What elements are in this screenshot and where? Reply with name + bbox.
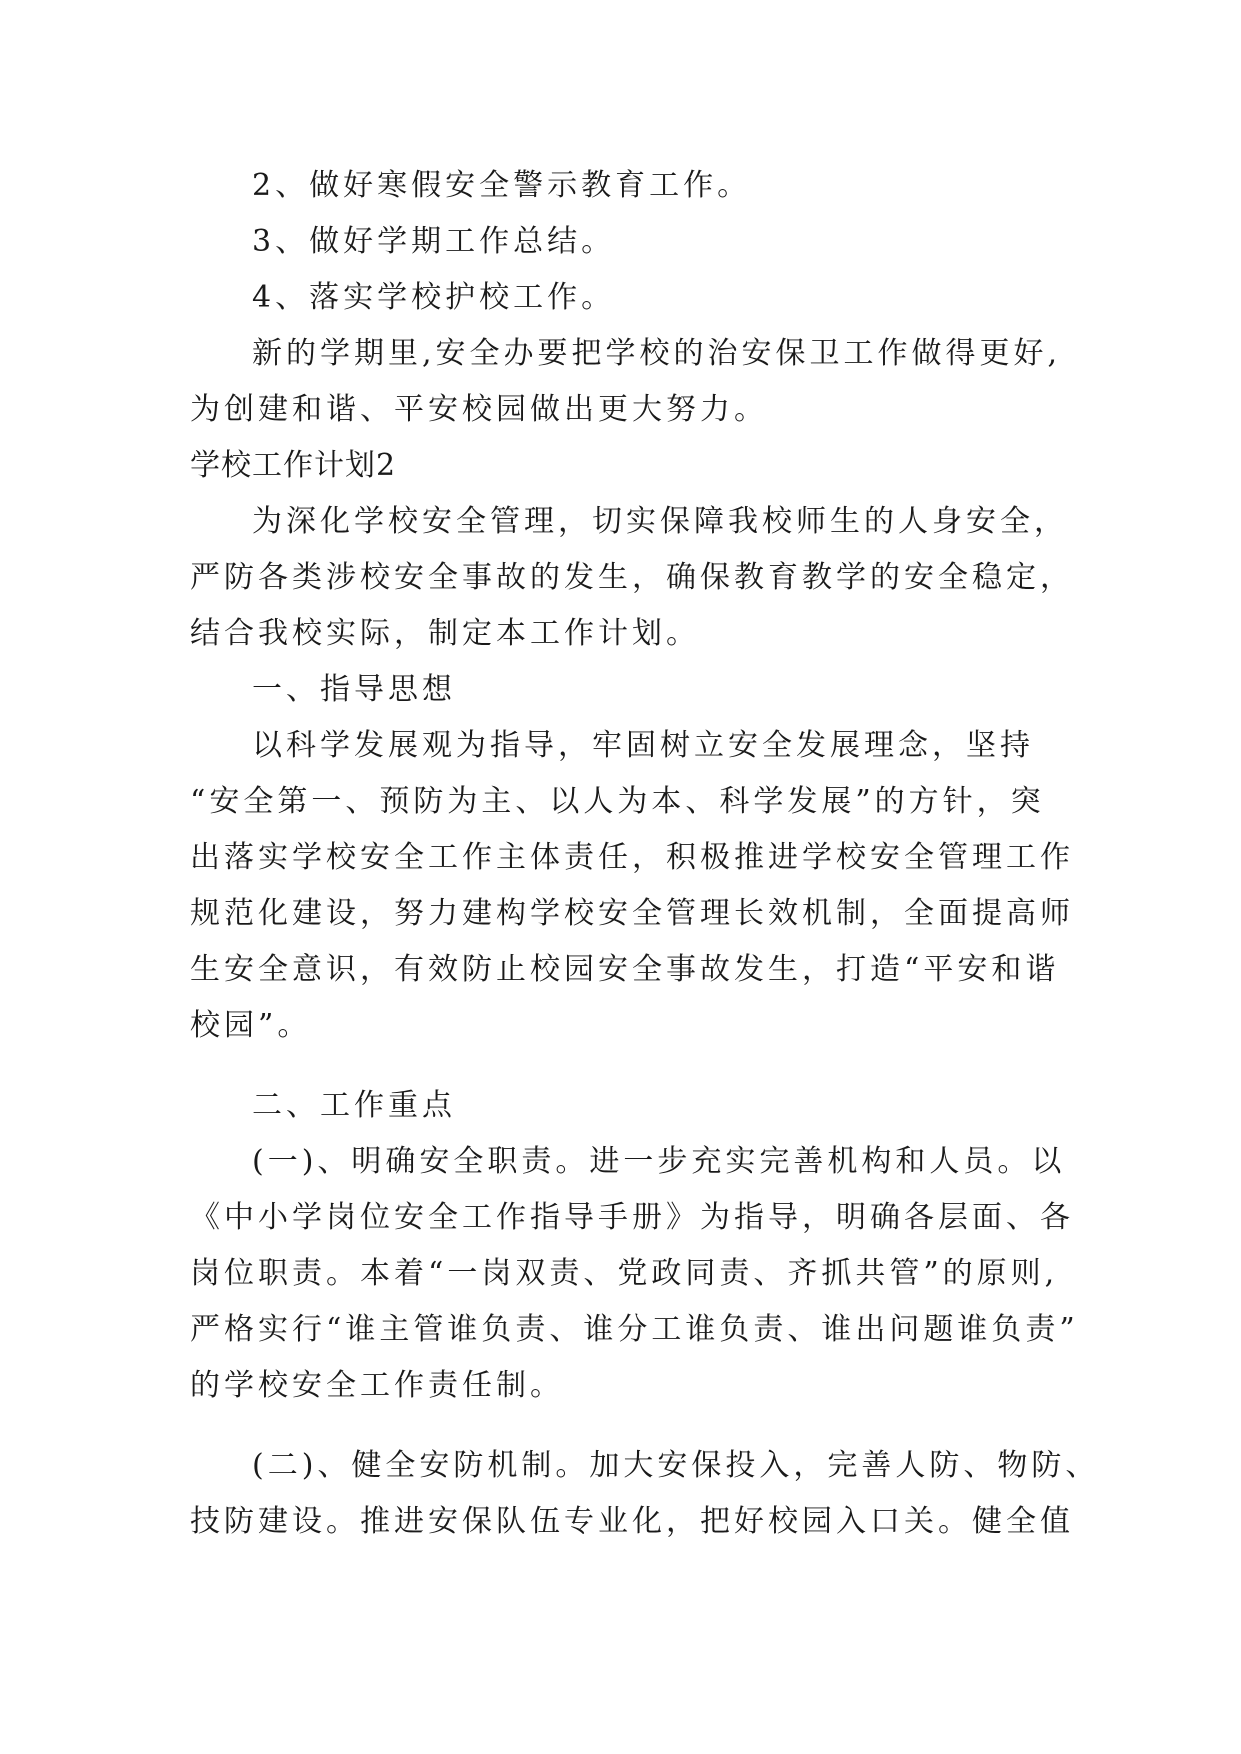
paragraph-line: 新的学期里,安全办要把学校的治安保卫工作做得更好, [252, 336, 1062, 371]
paragraph-line: 校园”。 [190, 1008, 312, 1043]
list-item-4: 4、落实学校护校工作。 [252, 280, 616, 315]
paragraph-line: (二)、健全安防机制。加大安保投入，完善人防、物防、 [252, 1448, 1100, 1483]
list-item-2: 2、做好寒假安全警示教育工作。 [252, 168, 752, 203]
paragraph-line: 为深化学校安全管理，切实保障我校师生的人身安全， [252, 504, 1068, 539]
paragraph-line: 生安全意识，有效防止校园安全事故发生，打造“平安和谐 [190, 952, 1060, 987]
paragraph-line: 为创建和谐、平安校园做出更大努力。 [190, 392, 768, 427]
paragraph-line: 《中小学岗位安全工作指导手册》为指导，明确各层面、各 [190, 1200, 1074, 1235]
paragraph-line: 岗位职责。本着“一岗双责、党政同责、齐抓共管”的原则, [190, 1256, 1059, 1291]
paragraph-line: 技防建设。推进安保队伍专业化，把好校园入口关。健全值 [190, 1504, 1074, 1539]
list-item-3: 3、做好学期工作总结。 [252, 224, 616, 259]
subsection-heading: 一、指导思想 [252, 672, 456, 707]
paragraph-line: 规范化建设，努力建构学校安全管理长效机制，全面提高师 [190, 896, 1074, 931]
paragraph-line: 严格实行“谁主管谁负责、谁分工谁负责、谁出问题谁负责” [190, 1312, 1079, 1347]
paragraph-line: 以科学发展观为指导，牢固树立安全发展理念，坚持 [252, 728, 1034, 763]
paragraph-line: 出落实学校安全工作主体责任，积极推进学校安全管理工作 [190, 840, 1074, 875]
section-title: 学校工作计划2 [190, 448, 397, 483]
subsection-heading: 二、工作重点 [252, 1088, 456, 1123]
paragraph-line: 结合我校实际，制定本工作计划。 [190, 616, 700, 651]
paragraph-line: (一)、明确安全职责。进一步充实完善机构和人员。以 [252, 1144, 1066, 1179]
paragraph-line: “安全第一、预防为主、以人为本、科学发展”的方针，突 [190, 784, 1045, 819]
paragraph-line: 严防各类涉校安全事故的发生，确保教育教学的安全稳定， [190, 560, 1074, 595]
paragraph-line: 的学校安全工作责任制。 [190, 1368, 564, 1403]
